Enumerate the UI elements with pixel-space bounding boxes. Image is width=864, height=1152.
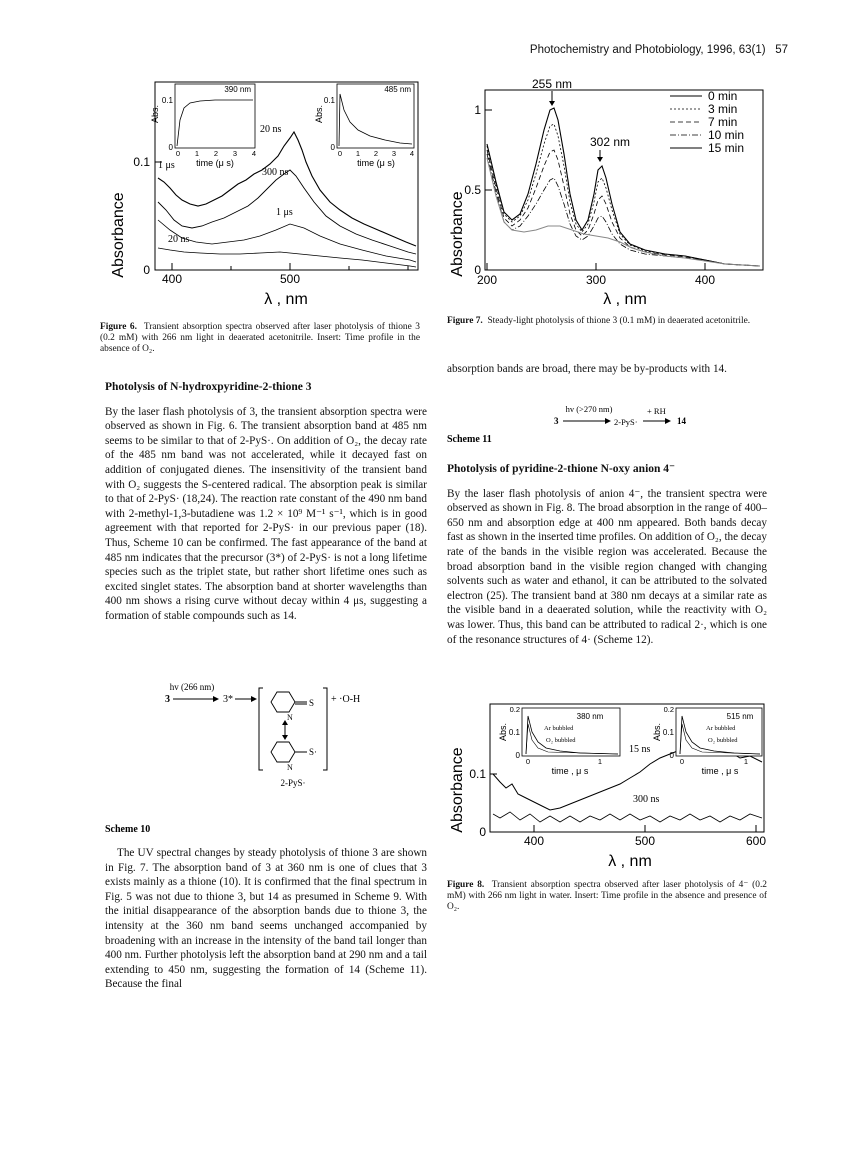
fig6-label-20ns: 20 ns (260, 124, 282, 135)
inset-yzero: 0 (168, 143, 173, 152)
inset-ylabel: Abs. (652, 722, 662, 742)
inset-xtick: 0 (337, 149, 343, 158)
fig6-caption-label: Figure 6. (100, 322, 137, 332)
inset-xtick: 0 (525, 757, 531, 766)
scheme10-n2: N (287, 763, 293, 772)
figure-8 (440, 698, 770, 872)
scheme10-s2: S· (309, 747, 318, 757)
legend-3min: 3 min (708, 102, 738, 116)
inset-title: 485 nm (384, 85, 411, 94)
fig7-peak-255: 255 nm (531, 77, 573, 91)
right-paragraph-0: absorption bands are broad, there may be by-products with 14. (447, 363, 727, 375)
inset-yzero: 0 (669, 751, 674, 760)
scheme11-reagent: + RH (647, 406, 666, 416)
inset-yzero: 0 (330, 143, 335, 152)
inset-title: 380 nm (576, 712, 604, 721)
figure-7 (440, 74, 770, 310)
inset-xtick: 4 (409, 149, 415, 158)
fig7-ytick-0: 0 (474, 263, 481, 277)
fig8-xtick-500: 500 (634, 834, 656, 848)
inset-ytick: 0.1 (161, 96, 173, 105)
fig6-label-1us-a: 1 μs (158, 160, 175, 171)
inset-xlabel: time (μ s) (196, 158, 234, 168)
fig8-ytick-0: 0 (479, 825, 486, 839)
scheme11-product: 14 (677, 416, 686, 426)
fig8-ytick-0.1: 0.1 (469, 767, 486, 781)
fig7-xtick-200: 200 (476, 273, 498, 287)
inset-ytop: 0.2 (663, 705, 674, 714)
fig6-label-300ns: 300 ns (262, 167, 289, 178)
fig8-caption-text: Transient absorption spectra observed after laser photolysis of 4⁻ (0.2 mM) with 266 nm light in water. Insert: Time profile in the absence and presence of O₂. (447, 880, 767, 913)
inset-ylabel: Abs. (314, 104, 324, 124)
fig6-label-20ns-b: 20 ns (168, 234, 190, 245)
fig7-caption-label: Figure 7. (447, 316, 483, 326)
scheme10-label: Scheme 10 (105, 824, 151, 835)
fig8-caption (447, 880, 767, 914)
inset-title: 515 nm (726, 712, 754, 721)
inset-o2-label: O₂ bubbled (546, 737, 576, 744)
fig8-inset-380nm (498, 705, 620, 776)
fig7-xlabel: λ , nm (603, 291, 647, 308)
fig7-legend (670, 89, 744, 155)
fig6-xtick-500: 500 (279, 272, 301, 286)
inset-xtick: 4 (251, 149, 257, 158)
inset-xtick: 2 (373, 149, 379, 158)
fig8-label-300ns: 300 ns (633, 794, 660, 805)
fig6-xtick-400: 400 (161, 272, 183, 286)
fig7-ylabel: Absorbance (449, 191, 466, 277)
inset-yzero: 0 (515, 751, 520, 760)
fig8-ylabel: Absorbance (449, 747, 466, 833)
fig7-trace-15min (487, 158, 760, 266)
figure-6 (100, 70, 430, 310)
page-number: 57 (775, 44, 788, 56)
inset-xlabel: time (μ s) (357, 158, 395, 168)
inset-xtick: 0 (175, 149, 181, 158)
legend-0min: 0 min (708, 89, 738, 103)
fig8-inset-515nm (652, 705, 762, 776)
inset-xtick: 2 (213, 149, 219, 158)
fig6-ytick-0: 0 (143, 263, 150, 277)
scheme-11 (447, 402, 767, 448)
fig6-inset-485nm (314, 84, 414, 168)
fig7-caption-text: Steady-light photolysis of thione 3 (0.1 mM) in deaerated acetonitrile. (487, 316, 751, 326)
scheme10-n1: N (287, 713, 293, 722)
inset-xtick: 1 (194, 149, 200, 158)
fig7-peak-302: 302 nm (589, 135, 631, 149)
scheme10-s1: S (309, 698, 315, 708)
fig6-caption (100, 322, 420, 356)
inset-ar-label: Ar bubbled (706, 725, 736, 732)
inset-ylabel: Abs. (150, 104, 160, 124)
fig6-xlabel: λ , nm (264, 291, 308, 308)
inset-title: 390 nm (224, 85, 251, 94)
fig6-trace-1us (158, 220, 416, 262)
fig6-ytick-0.1: 0.1 (133, 155, 150, 169)
fig7-caption (447, 316, 767, 327)
inset-xtick: 1 (743, 757, 749, 766)
fig8-label-15ns: 15 ns (629, 744, 651, 755)
fig6-trace-20ns-b (158, 248, 416, 267)
legend-7min: 7 min (708, 115, 738, 129)
scheme11-arrow-label: hv (>270 nm) (565, 404, 613, 414)
legend-10min: 10 min (708, 128, 745, 142)
scheme10-excited: 3* (223, 694, 233, 705)
inset-xtick: 1 (597, 757, 603, 766)
right-paragraph-1: By the laser flash photolysis of anion 4⁻, the transient spectra were observed as shown in Fig. 8. The broad absorption in the range of 400–650 nm and absorption edge at 400 nm appeared. Both bands decay fast as shown in the inserted time profiles. On addition of O₂, the decay rate of the bands in the visible region was accelerated. Because the broad absorption band in the visible region changed with changing solvents such as water and ethanol, it can be attributed to the solvated electron (25). The transient band at 380 nm decays at a similar rate as the visible band in a deaerated solution, while the reactivity with O₂ was lower. Thus, this band can be attributed to radical 2·, which is one of the resonance structures of 4· (Scheme 12). (447, 487, 767, 646)
left-column-lower (105, 846, 427, 998)
inset-xlabel: time , μ s (551, 766, 589, 776)
journal-citation: Photochemistry and Photobiology, 1996, 63(1) (529, 44, 766, 56)
scheme11-mid: 2-PyS· (614, 417, 638, 427)
left-paragraph-1: By the laser flash photolysis of 3, the transient absorption spectra were observed as shown in Fig. 6. The transient absorption band at 485 nm seems to be similar to that of 2-PyS·. On addition of O₂, the decay rate of the 485 nm band was not accelerated, while it decayed fast on addition of conjugated dienes. The insensitivity of the transient band with O₂ suggests the S-centered radical. The absorption peak is similar to that of 2-PyS· (18,24). The reaction rate constant of the 490 nm band with 2-methyl-1,3-butadiene was 1.2 × 10⁹ M⁻¹ s⁻¹, which is in good agreement with that reported for 2-PyS· in our previous paper (18). Thus, Scheme 10 can be confirmed. The fast appearance of the band at 485 nm indicates that the precursor (3*) of 2-PyS· is not a long lifetime species such as the triplet state, but rather short lifetime ones such as excited singlet states. The absorption band at shorter wavelengths than 400 nm shows a rising curve without decay within 4 μs, suggesting a formation of stable compounds such as 14. (105, 405, 427, 622)
fig7-trace-7min (487, 150, 760, 266)
fig6-ylabel: Absorbance (110, 192, 127, 278)
running-header (478, 44, 788, 56)
fig6-inset-390nm (150, 84, 256, 168)
fig7-xtick-400: 400 (694, 273, 716, 287)
inset-ytick: 0.1 (508, 728, 520, 737)
fig8-caption-label: Figure 8. (447, 880, 485, 890)
inset-ytick: 0.1 (323, 96, 335, 105)
fig8-xtick-600: 600 (745, 834, 767, 848)
inset-o2-label: O₂ bubbled (708, 737, 738, 744)
scheme11-reactant: 3 (554, 416, 559, 426)
fig8-trace-300ns (493, 812, 762, 822)
fig8-xtick-400: 400 (523, 834, 545, 848)
fig7-trace-10min (487, 154, 760, 266)
fig7-ytick-1: 1 (474, 103, 481, 117)
scheme-10 (105, 680, 425, 840)
fig6-label-1us-b: 1 μs (276, 207, 293, 218)
scheme10-arrow-label: hv (266 nm) (169, 682, 215, 692)
fig8-xlabel: λ , nm (608, 853, 652, 870)
scheme10-plus: + ·O-H (331, 694, 361, 705)
inset-xtick: 1 (355, 149, 361, 158)
inset-ytop: 0.2 (509, 705, 520, 714)
inset-ylabel: Abs. (498, 722, 508, 742)
inset-xlabel: time , μ s (701, 766, 739, 776)
left-column-upper (105, 380, 427, 630)
inset-xtick: 3 (232, 149, 238, 158)
legend-15min: 15 min (708, 141, 745, 155)
scheme10-product: 2-PyS· (280, 778, 306, 788)
section-heading-thione-3: Photolysis of N-hydroxpyridine-2-thione 3 (105, 381, 312, 393)
left-paragraph-2: The UV spectral changes by steady photolysis of thione 3 are shown in Fig. 7. The absorption band of 3 at 360 nm is one of clues that 3 exists mainly as a thione (10). It is confirmed that the final spectrum in Fig. 5 was not due to thione 3, but 14 as presumed in Scheme 9. With the initial disappearance of the absorption bands due to thione 3, the intensity at the 360 nm band seems unchanged accompanied by broadening with an increase in the intensity of the band tail longer than 400 nm. Further photolysis left the absorption band at 290 nm and a tail extending to 450 nm, suggesting the formation of 14 (Scheme 11). Because the final (105, 847, 427, 991)
inset-ytick: 0.1 (662, 728, 674, 737)
inset-xtick: 0 (679, 757, 685, 766)
scheme11-label: Scheme 11 (447, 434, 492, 445)
scheme10-reactant: 3 (165, 694, 170, 705)
fig7-xtick-300: 300 (585, 273, 607, 287)
fig7-ytick-0.5: 0.5 (464, 183, 481, 197)
inset-xtick: 3 (391, 149, 397, 158)
right-column-upper (447, 362, 767, 383)
fig6-caption-text: Transient absorption spectra observed after laser photolysis of thione 3 (0.2 mM) with 266 nm light in deaerated acetonitrile. Insert: Time profile in the absence of O₂. (100, 322, 420, 355)
section-heading-anion-4: Photolysis of pyridine-2-thione N-oxy anion 4⁻ (447, 463, 676, 475)
right-column-lower (447, 462, 767, 653)
inset-ar-label: Ar bubbled (544, 725, 574, 732)
